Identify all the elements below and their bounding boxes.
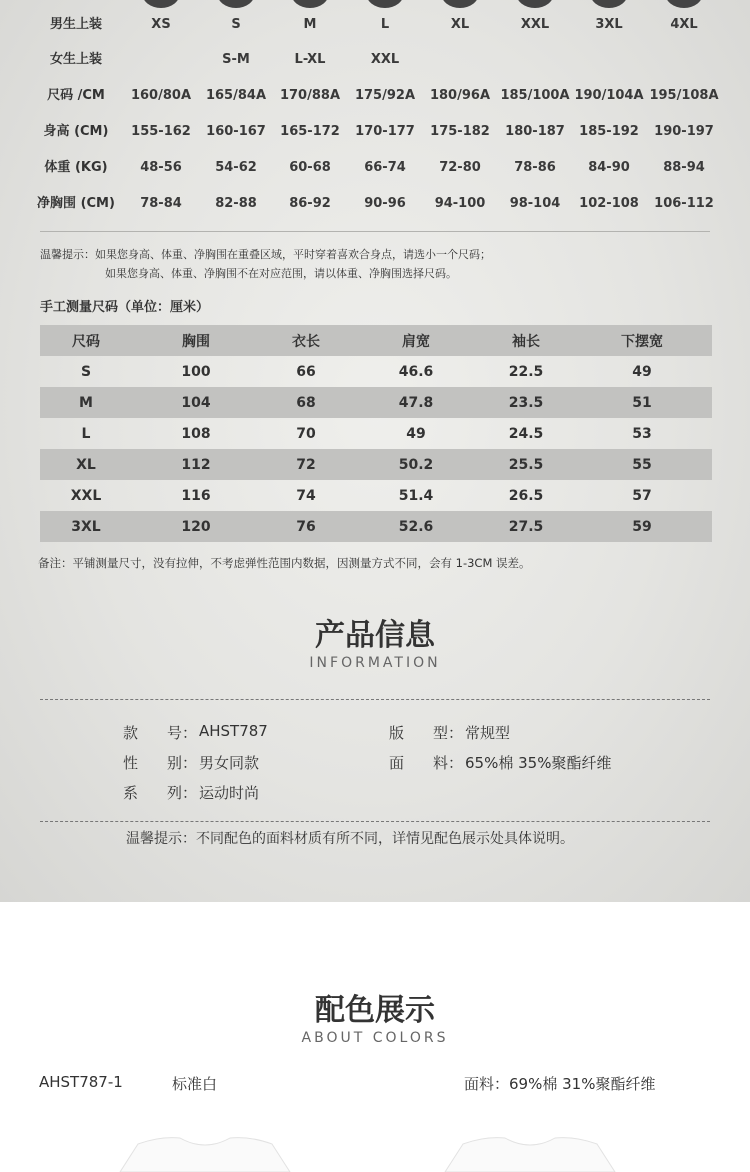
measure-header: 尺码 bbox=[72, 333, 100, 350]
size-cell: M bbox=[303, 17, 317, 32]
info-key-char: 号： bbox=[167, 724, 198, 742]
size-cell: 180/96A bbox=[429, 88, 491, 103]
measure-cell: XXL bbox=[70, 487, 102, 504]
info-divider-bottom bbox=[40, 821, 710, 822]
size-cell: 84-90 bbox=[588, 160, 630, 175]
info-value: 运动时尚 bbox=[199, 784, 260, 802]
measure-table bbox=[40, 325, 712, 542]
size-cell: 175-182 bbox=[430, 124, 490, 139]
measure-header: 下摆宽 bbox=[621, 333, 663, 350]
info-key-char: 型： bbox=[433, 724, 464, 742]
info-key-char: 列： bbox=[167, 784, 198, 802]
size-cell: XL bbox=[450, 17, 470, 32]
measure-header: 肩宽 bbox=[402, 333, 430, 350]
size-row-label: 尺码 /CM bbox=[47, 88, 105, 103]
measure-cell: 46.6 bbox=[398, 363, 434, 380]
size-cell: 106-112 bbox=[654, 196, 714, 211]
info-value: 男女同款 bbox=[199, 754, 260, 772]
measure-cell: 49 bbox=[632, 363, 652, 380]
size-chart-row bbox=[0, 78, 750, 114]
measure-row bbox=[40, 449, 712, 480]
info-subtitle: INFORMATION bbox=[309, 655, 441, 671]
info-key-char: 面 bbox=[389, 754, 405, 772]
size-cell: 160-167 bbox=[206, 124, 266, 139]
size-cell: 170-177 bbox=[355, 124, 415, 139]
size-cell: 195/108A bbox=[649, 88, 719, 103]
measure-cell: 51.4 bbox=[398, 487, 434, 504]
measure-row bbox=[40, 356, 712, 387]
size-cell: 102-108 bbox=[579, 196, 639, 211]
size-cell: 78-84 bbox=[140, 196, 182, 211]
size-cell: 190-197 bbox=[654, 124, 714, 139]
size-cell: XS bbox=[151, 17, 171, 32]
size-chart-row bbox=[0, 150, 750, 186]
size-cell: 94-100 bbox=[434, 196, 486, 211]
info-title: 产品信息 bbox=[315, 618, 435, 653]
measure-cell: 108 bbox=[181, 425, 211, 442]
measure-cell: 68 bbox=[296, 394, 316, 411]
size-cell: 78-86 bbox=[514, 160, 556, 175]
info-key-char: 版 bbox=[389, 724, 405, 742]
info-tip: 温馨提示：不同配色的面料材质有所不同，详情见配色展示处具体说明。 bbox=[126, 831, 574, 847]
size-row-label: 身高 (CM) bbox=[43, 124, 109, 139]
measure-title: 手工测量尺码（单位：厘米） bbox=[40, 300, 210, 315]
size-cell: 98-104 bbox=[509, 196, 561, 211]
colors-title: 配色展示 bbox=[315, 993, 435, 1028]
size-cell: 60-68 bbox=[289, 160, 331, 175]
info-key-char: 料： bbox=[433, 754, 464, 772]
size-cell: 54-62 bbox=[215, 160, 257, 175]
size-tip-line2: 如果您身高、体重、净胸围不在对应范围，请以体重、净胸围选择尺码。 bbox=[105, 267, 457, 280]
measure-cell: 22.5 bbox=[508, 363, 544, 380]
measure-cell: 70 bbox=[296, 425, 316, 442]
size-cell: 66-74 bbox=[364, 160, 406, 175]
measure-cell: 53 bbox=[632, 425, 652, 442]
size-cell: 165-172 bbox=[280, 124, 340, 139]
info-key-char: 系 bbox=[123, 784, 139, 802]
size-cell: 3XL bbox=[595, 17, 623, 32]
size-cell: S-M bbox=[222, 52, 250, 67]
measure-cell: S bbox=[80, 363, 92, 380]
size-cell: 175/92A bbox=[354, 88, 416, 103]
info-key-char: 别： bbox=[167, 754, 198, 772]
measure-cell: M bbox=[79, 394, 93, 411]
size-row-label: 男生上装 bbox=[49, 17, 102, 32]
measure-cell: 51 bbox=[632, 394, 652, 411]
size-chart-row bbox=[0, 114, 750, 150]
measure-cell: 47.8 bbox=[398, 394, 434, 411]
size-cell: 4XL bbox=[670, 17, 698, 32]
tshirt-image-left bbox=[100, 1132, 310, 1172]
size-row-label: 女生上装 bbox=[49, 52, 102, 67]
measure-cell: L bbox=[81, 425, 91, 442]
measure-cell: 116 bbox=[181, 487, 211, 504]
measure-cell: 120 bbox=[181, 518, 211, 535]
size-cell: L-XL bbox=[294, 52, 326, 67]
size-cell: S bbox=[231, 17, 241, 32]
measure-cell: 27.5 bbox=[508, 518, 544, 535]
measure-cell: 104 bbox=[181, 394, 211, 411]
info-key-char: 性 bbox=[123, 754, 139, 772]
info-key-char: 款 bbox=[123, 724, 139, 742]
measure-cell: 112 bbox=[181, 456, 211, 473]
measure-cell: 72 bbox=[296, 456, 316, 473]
measure-cell: 74 bbox=[296, 487, 316, 504]
size-cell: 72-80 bbox=[439, 160, 481, 175]
measure-cell: 52.6 bbox=[398, 518, 434, 535]
color-name: 标准白 bbox=[172, 1075, 218, 1093]
size-cell: 160/80A bbox=[130, 88, 192, 103]
measure-header: 袖长 bbox=[512, 333, 540, 350]
size-cell: XXL bbox=[370, 52, 400, 67]
color-code: AHST787-1 bbox=[39, 1073, 123, 1091]
size-chart-row bbox=[0, 42, 750, 78]
size-cell: 165/84A bbox=[205, 88, 267, 103]
measure-cell: 24.5 bbox=[508, 425, 544, 442]
measure-cell: 76 bbox=[296, 518, 316, 535]
measure-cell: 66 bbox=[296, 363, 316, 380]
measure-cell: 26.5 bbox=[508, 487, 544, 504]
size-cell: 82-88 bbox=[215, 196, 257, 211]
size-cell: XXL bbox=[520, 17, 550, 32]
measure-row bbox=[40, 480, 712, 511]
size-row-label: 体重 (KG) bbox=[44, 160, 108, 175]
size-cell: L bbox=[380, 17, 390, 32]
measure-row bbox=[40, 511, 712, 542]
measure-note: 备注：平铺测量尺寸，没有拉伸，不考虑弹性范围内数据，因测量方式不同，会有 1-3CM 误差。 bbox=[38, 556, 531, 570]
size-cell: 86-92 bbox=[289, 196, 331, 211]
size-cell: 180-187 bbox=[505, 124, 565, 139]
measure-cell: 100 bbox=[181, 363, 211, 380]
size-cell: 190/104A bbox=[574, 88, 644, 103]
measure-header: 胸围 bbox=[182, 333, 210, 350]
info-value: AHST787 bbox=[199, 722, 268, 740]
info-value: 常规型 bbox=[465, 724, 511, 742]
measure-cell: 23.5 bbox=[508, 394, 544, 411]
divider bbox=[40, 231, 710, 232]
measure-header: 衣长 bbox=[292, 333, 320, 350]
tshirt-image-right bbox=[425, 1132, 635, 1172]
size-cell: 48-56 bbox=[140, 160, 182, 175]
colors-subtitle: ABOUT COLORS bbox=[301, 1030, 449, 1046]
info-value: 65%棉 35%聚酯纤维 bbox=[465, 754, 612, 772]
size-row-label: 净胸围 (CM) bbox=[37, 196, 115, 211]
size-cell: 90-96 bbox=[364, 196, 406, 211]
size-tip-line1: 温馨提示：如果您身高、体重、净胸围在重叠区域，平时穿着喜欢合身点，请选小一个尺码； bbox=[40, 248, 491, 261]
info-divider-top bbox=[40, 699, 710, 700]
measure-cell: 59 bbox=[632, 518, 652, 535]
measure-row bbox=[40, 418, 712, 449]
measure-row bbox=[40, 387, 712, 418]
measure-cell: 50.2 bbox=[398, 456, 434, 473]
measure-cell: XL bbox=[76, 456, 96, 473]
size-cell: 155-162 bbox=[131, 124, 191, 139]
measure-cell: 3XL bbox=[71, 518, 101, 535]
size-chart-row bbox=[0, 186, 750, 222]
color-fabric: 面料：69%棉 31%聚酯纤维 bbox=[464, 1075, 656, 1093]
size-cell: 185/100A bbox=[500, 88, 570, 103]
measure-cell: 49 bbox=[406, 425, 426, 442]
measure-cell: 57 bbox=[632, 487, 652, 504]
size-cell: 170/88A bbox=[279, 88, 341, 103]
measure-cell: 25.5 bbox=[508, 456, 544, 473]
measure-cell: 55 bbox=[632, 456, 652, 473]
size-cell: 88-94 bbox=[663, 160, 705, 175]
size-chart-row bbox=[0, 7, 750, 43]
size-cell: 185-192 bbox=[579, 124, 639, 139]
